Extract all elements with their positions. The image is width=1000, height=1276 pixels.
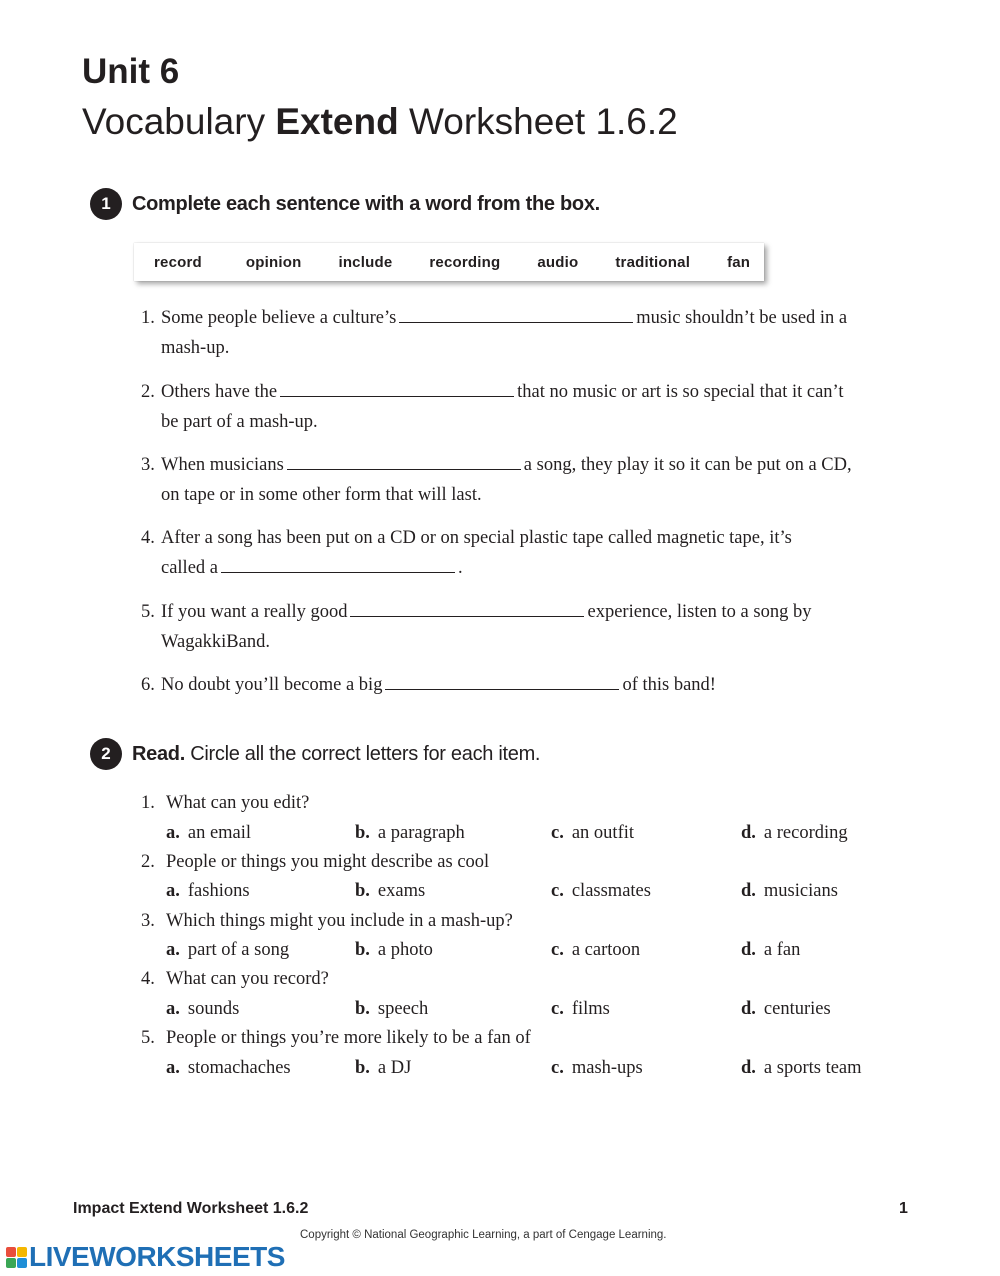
fill-in-question bbox=[141, 451, 911, 510]
option-text: an outfit bbox=[571, 822, 635, 843]
fill-in-question bbox=[141, 524, 911, 583]
question-text-continued: WagakkiBand. bbox=[161, 631, 270, 652]
answer-option[interactable] bbox=[355, 997, 428, 1021]
option-letter: d. bbox=[741, 940, 756, 961]
question-text: a song, they play it so it can be put on a CD, bbox=[523, 455, 852, 475]
option-letter: d. bbox=[741, 998, 756, 1019]
question-text: Which things might you include in a mash-up? bbox=[166, 910, 513, 931]
section-2-instruction-bold: Read. bbox=[132, 742, 185, 765]
word-box-item: traditional bbox=[615, 253, 691, 271]
option-text: fashions bbox=[187, 881, 250, 902]
answer-blank[interactable] bbox=[221, 554, 455, 573]
section-2-instruction: Circle all the correct letters for each item. bbox=[184, 742, 541, 765]
fill-in-question bbox=[141, 598, 911, 657]
answer-option[interactable] bbox=[166, 938, 289, 962]
answer-option[interactable] bbox=[166, 879, 250, 903]
question-text: No doubt you’ll become a big bbox=[161, 675, 383, 695]
question-text: Some people believe a culture’s bbox=[161, 308, 397, 328]
answer-option[interactable] bbox=[551, 879, 651, 903]
answer-option[interactable] bbox=[741, 1056, 862, 1080]
option-letter: d. bbox=[741, 1057, 756, 1078]
title-bold: Extend bbox=[275, 101, 399, 142]
question-number: 3. bbox=[141, 910, 155, 931]
title-suffix: Worksheet 1.6.2 bbox=[398, 101, 678, 142]
question-text: People or things you’re more likely to be a fan of bbox=[166, 1028, 531, 1049]
option-text: stomachaches bbox=[187, 1057, 291, 1078]
logo-square bbox=[17, 1247, 27, 1257]
answer-blank[interactable] bbox=[399, 304, 633, 323]
option-letter: c. bbox=[551, 1057, 564, 1078]
option-letter: c. bbox=[551, 881, 564, 902]
word-box-item: record bbox=[154, 253, 202, 271]
footer-worksheet-label: Impact Extend Worksheet 1.6.2 bbox=[73, 1200, 309, 1217]
option-letter: c. bbox=[551, 940, 564, 961]
option-letter: a. bbox=[166, 998, 180, 1019]
answer-option[interactable] bbox=[741, 821, 848, 845]
multiple-choice-question bbox=[141, 909, 513, 933]
question-number: 4. bbox=[141, 528, 155, 548]
option-text: an email bbox=[187, 822, 252, 843]
option-text: a sports team bbox=[763, 1057, 862, 1078]
question-number: 6. bbox=[141, 675, 155, 695]
answer-option[interactable] bbox=[551, 1056, 643, 1080]
question-number: 5. bbox=[141, 1028, 155, 1049]
question-number: 4. bbox=[141, 969, 155, 990]
logo-squares-icon bbox=[6, 1247, 27, 1268]
answer-option[interactable] bbox=[551, 938, 640, 962]
option-letter: c. bbox=[551, 998, 564, 1019]
multiple-choice-question bbox=[141, 791, 309, 815]
word-box-item: fan bbox=[727, 253, 751, 271]
question-number: 5. bbox=[141, 602, 155, 622]
option-letter: d. bbox=[741, 822, 756, 843]
option-text: centuries bbox=[763, 998, 831, 1019]
option-letter: b. bbox=[355, 998, 370, 1019]
option-letter: a. bbox=[166, 822, 180, 843]
option-text: sounds bbox=[187, 998, 240, 1019]
answer-option[interactable] bbox=[551, 997, 610, 1021]
option-text: mash-ups bbox=[571, 1057, 643, 1078]
option-letter: b. bbox=[355, 822, 370, 843]
option-letter: a. bbox=[166, 940, 180, 961]
logo-square bbox=[6, 1258, 16, 1268]
option-letter: b. bbox=[355, 881, 370, 902]
question-text: When musicians bbox=[161, 455, 284, 475]
option-text: exams bbox=[377, 881, 426, 902]
answer-blank[interactable] bbox=[350, 598, 584, 617]
word-box-item: audio bbox=[537, 253, 579, 271]
answer-option[interactable] bbox=[355, 1056, 411, 1080]
word-box bbox=[134, 243, 764, 281]
question-number: 1. bbox=[141, 793, 155, 813]
multiple-choice-question bbox=[141, 1026, 531, 1050]
page-number: 1 bbox=[899, 1200, 908, 1217]
multiple-choice-question bbox=[141, 967, 329, 991]
option-text: films bbox=[571, 998, 610, 1019]
question-text-continued: mash-up. bbox=[161, 337, 230, 358]
section-1-instruction: Complete each sentence with a word from the box. bbox=[132, 192, 600, 215]
fill-in-question bbox=[141, 671, 911, 701]
question-text: What can you edit? bbox=[166, 793, 310, 813]
logo-square bbox=[6, 1247, 16, 1257]
question-text-continued: be part of a mash-up. bbox=[161, 411, 318, 432]
question-text: called a bbox=[161, 557, 218, 578]
option-letter: d. bbox=[741, 881, 756, 902]
option-letter: a. bbox=[166, 881, 180, 902]
option-text: a photo bbox=[377, 940, 433, 961]
word-box-item: opinion bbox=[245, 253, 302, 271]
answer-option[interactable] bbox=[741, 879, 838, 903]
question-text: What can you record? bbox=[166, 969, 329, 990]
option-text: a recording bbox=[763, 822, 848, 843]
question-text: After a song has been put on a CD or on special plastic tape called magnetic tape, it’s bbox=[161, 528, 792, 548]
word-box-item: include bbox=[338, 253, 393, 271]
word-box-item: recording bbox=[429, 253, 501, 271]
option-letter: c. bbox=[551, 822, 564, 843]
option-text: classmates bbox=[571, 881, 651, 902]
unit-heading: Unit 6 bbox=[82, 52, 180, 91]
title-prefix: Vocabulary bbox=[82, 101, 276, 142]
question-number: 2. bbox=[141, 851, 155, 872]
question-text: experience, listen to a song by bbox=[587, 602, 812, 622]
answer-blank[interactable] bbox=[280, 378, 514, 397]
multiple-choice-question bbox=[141, 850, 489, 874]
liveworksheets-logo[interactable] bbox=[6, 1241, 285, 1273]
logo-square bbox=[17, 1258, 27, 1268]
option-text: a DJ bbox=[377, 1057, 412, 1078]
section-1-number-badge: 1 bbox=[90, 188, 122, 220]
question-number: 3. bbox=[141, 455, 155, 475]
option-letter: b. bbox=[355, 940, 370, 961]
question-text: . bbox=[458, 557, 463, 578]
answer-blank[interactable] bbox=[385, 671, 619, 690]
option-text: part of a song bbox=[187, 940, 290, 961]
option-text: a cartoon bbox=[571, 940, 641, 961]
question-text: music shouldn’t be used in a bbox=[636, 308, 848, 328]
answer-option[interactable] bbox=[166, 821, 251, 845]
question-number: 1. bbox=[141, 308, 155, 328]
answer-option[interactable] bbox=[166, 1056, 291, 1080]
answer-option[interactable] bbox=[355, 938, 433, 962]
question-text: that no music or art is so special that it can’t bbox=[517, 382, 844, 402]
question-text: of this band! bbox=[622, 675, 716, 695]
question-text-continued: on tape or in some other form that will last. bbox=[161, 484, 482, 505]
option-letter: a. bbox=[166, 1057, 180, 1078]
answer-option[interactable] bbox=[741, 997, 831, 1021]
section-2-number-badge: 2 bbox=[90, 738, 122, 770]
section-2-heading bbox=[90, 738, 540, 770]
fill-in-question bbox=[141, 304, 911, 363]
option-letter: b. bbox=[355, 1057, 370, 1078]
logo-text: LIVEWORKSHEETS bbox=[29, 1241, 285, 1272]
fill-in-question bbox=[141, 378, 911, 437]
answer-option[interactable] bbox=[551, 821, 634, 845]
answer-option[interactable] bbox=[166, 997, 239, 1021]
worksheet-title bbox=[82, 101, 678, 143]
copyright-notice: Copyright © National Geographic Learning, a part of Cengage Learning. bbox=[300, 1229, 667, 1241]
question-number: 2. bbox=[141, 382, 155, 402]
section-1-heading bbox=[90, 188, 600, 220]
question-text: If you want a really good bbox=[161, 602, 348, 622]
answer-option[interactable] bbox=[355, 821, 465, 845]
option-text: musicians bbox=[763, 881, 838, 902]
option-text: a paragraph bbox=[377, 822, 465, 843]
answer-option[interactable] bbox=[741, 938, 800, 962]
question-text: Others have the bbox=[161, 382, 278, 402]
answer-blank[interactable] bbox=[287, 451, 521, 470]
answer-option[interactable] bbox=[355, 879, 425, 903]
question-text: People or things you might describe as cool bbox=[166, 851, 490, 872]
option-text: a fan bbox=[763, 940, 801, 961]
option-text: speech bbox=[377, 998, 429, 1019]
